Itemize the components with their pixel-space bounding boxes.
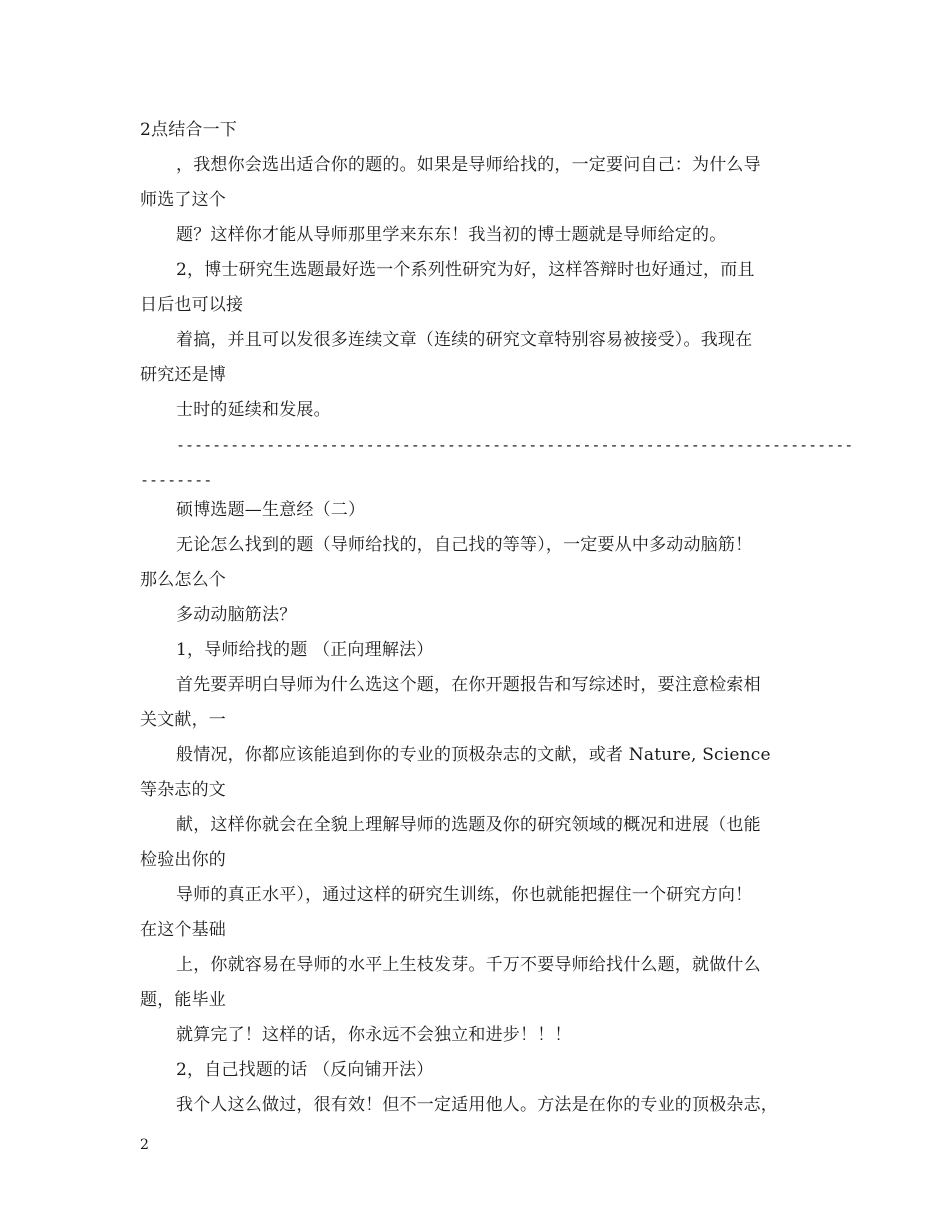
text-line: 着搞，并且可以发很多连续文章（连续的研究文章特别容易被接受）。我现在 bbox=[176, 330, 753, 350]
text-line: 我个人这么做过，很有效！但不一定适用他人。方法是在你的专业的顶极杂志， bbox=[176, 1095, 778, 1115]
text-line: 研究还是博 bbox=[140, 365, 226, 385]
text-line: 上，你就容易在导师的水平上生枝发芽。千万不要导师给找什么题，就做什么 bbox=[176, 955, 761, 975]
text-line: 题？这样你才能从导师那里学来东东！我当初的博士题就是导师给定的。 bbox=[176, 225, 727, 245]
text-line: 在这个基础 bbox=[140, 920, 226, 940]
text-line: 2，自己找题的话 （反向铺开法） bbox=[176, 1060, 434, 1080]
text-line: 1，导师给找的题 （正向理解法） bbox=[176, 640, 434, 660]
divider-line: -------- bbox=[140, 471, 213, 489]
text-line: 2点结合一下 bbox=[140, 120, 238, 140]
text-line: 般情况，你都应该能追到你的专业的顶极杂志的文献，或者 Nature, Science bbox=[176, 745, 771, 765]
text-line: ，我想你会选出适合你的题的。如果是导师给找的，一定要问自己：为什么导 bbox=[176, 155, 761, 175]
section-heading: 硕博选题—生意经（二） bbox=[176, 500, 366, 520]
text-line: 多动动脑筋法？ bbox=[176, 605, 297, 625]
text-line: 检验出你的 bbox=[140, 850, 226, 870]
text-line: 就算完了！这样的话，你永远不会独立和进步！！！ bbox=[176, 1025, 572, 1045]
text-line: 无论怎么找到的题（导师给找的，自己找的等等），一定要从中多动动脑筋！ bbox=[176, 535, 753, 555]
text-line: 首先要弄明白导师为什么选这个题，在你开题报告和写综述时，要注意检索相 bbox=[176, 675, 761, 695]
text-line: 题，能毕业 bbox=[140, 990, 226, 1010]
text-line: 关文献，一 bbox=[140, 710, 226, 730]
text-line: 等杂志的文 bbox=[140, 780, 226, 800]
text-line: 士时的延续和发展。 bbox=[176, 400, 331, 420]
text-line: 献，这样你就会在全貌上理解导师的选题及你的研究领域的概况和进展（也能 bbox=[176, 815, 761, 835]
text-line: 导师的真正水平），通过这样的研究生训练，你也就能把握住一个研究方向！ bbox=[176, 885, 753, 905]
text-line: 那么怎么个 bbox=[140, 570, 226, 590]
text-line: 师选了这个 bbox=[140, 190, 226, 210]
divider-line: --------------------------------------------------------------------------- bbox=[176, 436, 854, 454]
page-number: 2 bbox=[140, 1137, 149, 1153]
text-line: 日后也可以接 bbox=[140, 295, 244, 315]
text-line: 2，博士研究生选题最好选一个系列性研究为好，这样答辩时也好通过，而且 bbox=[176, 260, 755, 280]
